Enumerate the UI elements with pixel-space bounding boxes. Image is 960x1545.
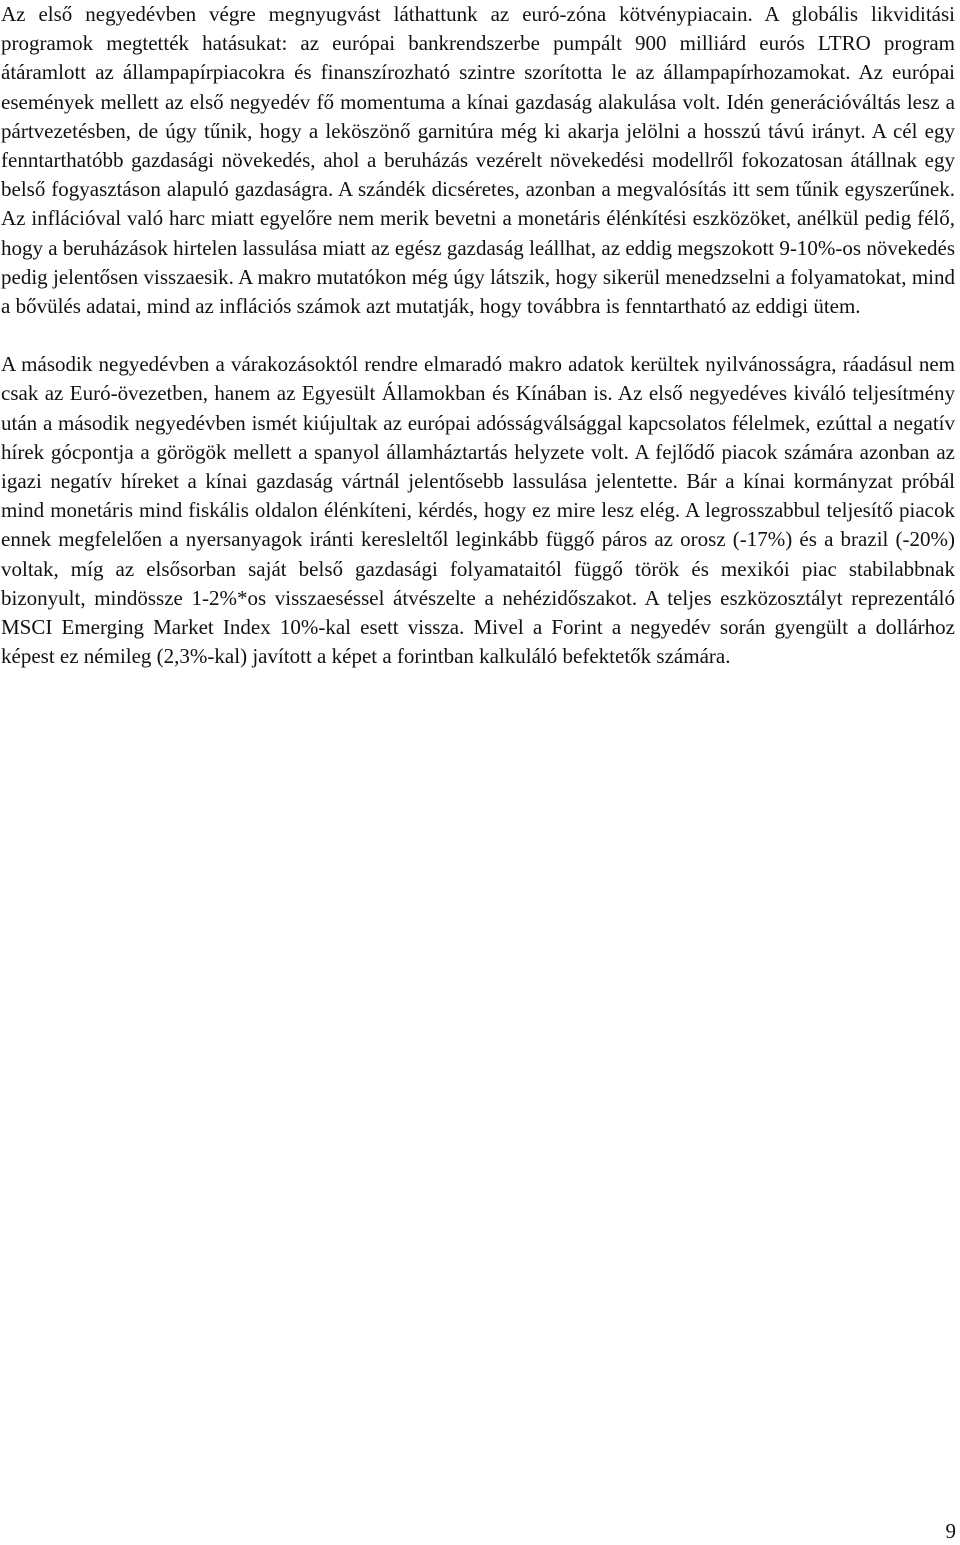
paragraph-1: Az első negyedévben végre megnyugvást láthattunk az euró-zóna kötvénypiacain. A globális likviditási programok megtették hatásukat: az európai bankrendszerbe pumpált 900 milliárd eurós LTRO program átáramlott az állampapírpiacokra és finanszírozható szintre szorította le az állampapírhozamokat. Az európai események mellett az első negyedév fő momentuma a kínai gazdaság alakulása volt. Idén generációváltás lesz a pártvezetésben, de úgy tűnik, hogy a leköszönő garnitúra még ki akarja jelölni a hosszú távú irányt. A cél egy fenntarthatóbb gazdasági növekedés, ahol a beruházás vezérelt növekedési modellről fokozatosan átállnak egy belső fogyasztáson alapuló gazdaságra. A szándék dicséretes, azonban a megvalósítás itt sem tűnik egyszerűnek. Az inflációval való harc miatt egyelőre nem merik bevetni a monetáris élénkítési eszközöket, anélkül pedig félő, hogy a beruházások hirtelen lassulása miatt az egész gazdaság leállhat, az eddig megszokott 9-10%-os növekedés pedig jelentősen visszaesik. A makro mutatókon még úgy látszik, hogy sikerül menedzselni a folyamatokat, mind a bővülés adatai, mind az inflációs számok azt mutatják, hogy továbbra is fenntartható az eddigi ütem. xyxy=(1,2,955,319)
page-number: 9 xyxy=(945,1519,956,1543)
paragraph-2: A második negyedévben a várakozásoktól rendre elmaradó makro adatok kerültek nyilvánosságra, ráadásul nem csak az Euró-övezetben, hanem az Egyesült Államokban és Kínában is. Az első negyedéves kiváló teljesítmény után a második negyedévben ismét kiújultak az európai adósságválsággal kapcsolatos félelmek, ezúttal a negatív hírek gócpontja a görögök mellett a spanyol államháztartás helyzete volt. A fejlődő piacok számára azonban az igazi negatív híreket a kínai gazdaság vártnál jelentősebb lassulása jelentette. Bár a kínai kormányzat próbál mind monetáris mind fiskális oldalon élénkíteni, kérdés, hogy ez mire lesz elég. A legrosszabbul teljesítő piacok ennek megfelelően a nyersanyagok iránti keresleltől leginkább függő páros az orosz (-17%) és a brazil (-20%) voltak, míg az elsősorban saját belső gazdasági folyamataitól függő török és mexikói piac stabilabbnak bizonyult, mindössze 1-2%*os visszaeséssel átvészelte a nehézidőszakot. A teljes eszközosztályt reprezentáló MSCI Emerging Market Index 10%-kal esett vissza. Mivel a Forint a negyedév során gyengült a dollárhoz képest ez némileg (2,3%-kal) javított a képet a forintban kalkuláló befektetők számára. xyxy=(1,352,955,669)
document-body xyxy=(1,0,955,671)
